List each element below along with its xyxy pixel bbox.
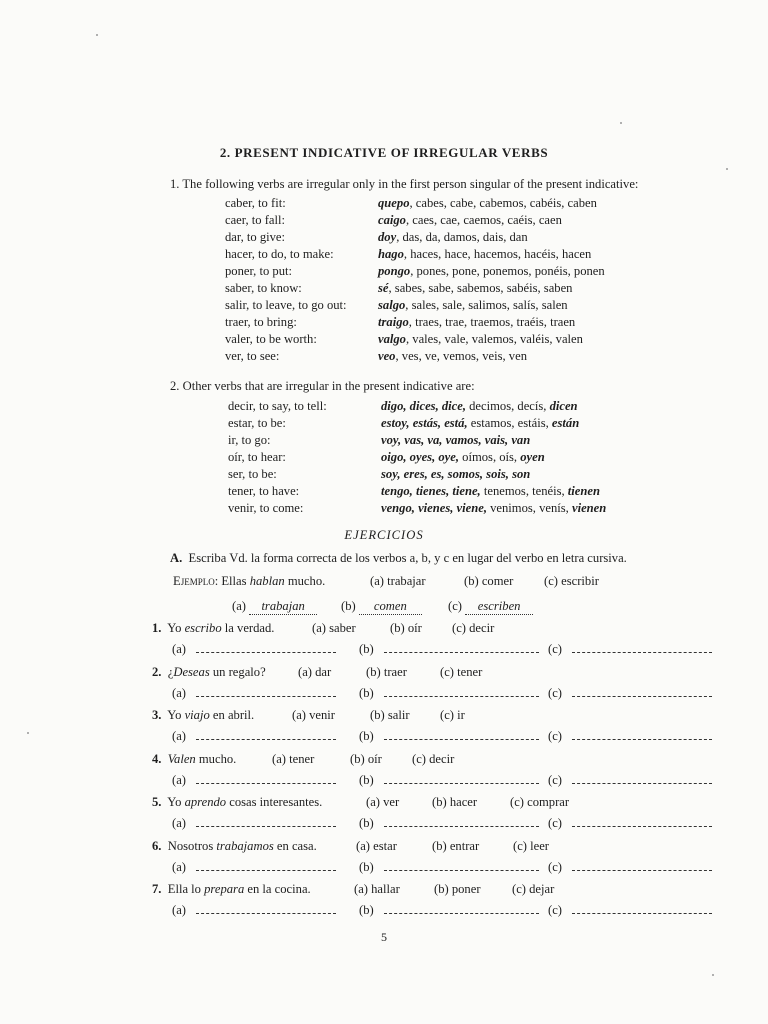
exercise-option: (a) hallar (354, 882, 400, 896)
exercise-option: (b) poner (434, 882, 481, 896)
exercise-option: (b) traer (366, 664, 407, 679)
answer-blank-a[interactable]: (a) (172, 860, 336, 875)
verb-infinitive: ir, to go: (228, 433, 271, 447)
example-answer-b: (b) comen (341, 599, 422, 615)
instruction-letter: A. (170, 551, 183, 565)
verb-infinitive: venir, to come: (228, 501, 304, 515)
answer-blank-b[interactable]: (b) (359, 816, 539, 831)
verb-infinitive: valer, to be worth: (225, 332, 317, 346)
ejercicios-heading: EJERCICIOS (344, 528, 424, 542)
answer-blank-c[interactable]: (c) (548, 903, 712, 918)
verb-infinitive: salir, to leave, to go out: (225, 298, 347, 312)
answer-blank-a[interactable]: (a) (172, 773, 336, 788)
answer-blank-c[interactable]: (c) (548, 816, 712, 831)
verb-conjugation: oigo, oyes, oye, oímos, oís, oyen (381, 450, 545, 464)
verb-conjugation: quepo, cabes, cabe, cabemos, cabéis, caben (378, 196, 597, 210)
exercise-option: (a) dar (298, 664, 332, 679)
verb-infinitive: saber, to know: (225, 281, 302, 295)
answer-blank-b[interactable]: (b) (359, 773, 539, 788)
example-option-a: (a) trabajar (370, 574, 426, 588)
exercise-option: (b) entrar (432, 838, 480, 853)
answer-blank-b[interactable]: (b) (359, 686, 539, 701)
example-option-b: (b) comer (464, 574, 514, 588)
verb-conjugation: hago, haces, hace, hacemos, hacéis, hacen (378, 247, 592, 261)
verb-conjugation: veo, ves, ve, vemos, veis, ven (378, 349, 527, 363)
answer-blank-a[interactable]: (a) (172, 903, 336, 918)
verb-infinitive: hacer, to do, to make: (225, 247, 334, 261)
answer-blank-c[interactable]: (c) (548, 729, 712, 744)
exercise-option: (c) leer (513, 838, 549, 853)
answer-blank-c[interactable]: (c) (548, 642, 712, 657)
instruction-text: Escriba Vd. la forma correcta de los verbos a, b, y c en lugar del verbo en letra cursiva. (188, 551, 627, 565)
answer-blank-c[interactable]: (c) (548, 860, 712, 875)
exercise-option: (b) salir (370, 708, 410, 722)
verb-infinitive: poner, to put: (225, 264, 293, 278)
verb-infinitive: ver, to see: (225, 349, 280, 363)
verb-conjugation: valgo, vales, vale, valemos, valéis, valen (378, 332, 583, 346)
exercise-option: (a) estar (356, 838, 397, 853)
answer-blank-b[interactable]: (b) (359, 903, 539, 918)
page-title: 2. PRESENT INDICATIVE OF IRREGULAR VERBS (219, 145, 549, 160)
exercise-item: 2. ¿Deseas un regalo? (152, 664, 266, 679)
verb-conjugation: salgo, sales, sale, salimos, salís, salen (378, 298, 568, 312)
exercise-item: 5. Yo aprendo cosas interesantes. (152, 795, 323, 809)
answer-blank-a[interactable]: (a) (172, 642, 336, 657)
verb-conjugation: tengo, tienes, tiene, tenemos, tenéis, tienen (381, 484, 600, 498)
verb-conjugation: doy, das, da, damos, dais, dan (378, 230, 528, 244)
example-label: Ejemplo: (173, 574, 219, 588)
section1-intro: 1. The following verbs are irregular only in the first person singular of the present indicative: (170, 177, 639, 191)
answer-blank-b[interactable]: (b) (359, 642, 539, 657)
exercise-option: (c) decir (452, 621, 495, 635)
answer-blank-c[interactable]: (c) (548, 773, 712, 788)
exercise-option: (a) tener (272, 751, 315, 766)
exercise-option: (a) saber (312, 621, 356, 635)
verb-infinitive: caber, to fit: (225, 196, 286, 210)
answer-blank-a[interactable]: (a) (172, 729, 336, 744)
answer-blank-a[interactable]: (a) (172, 686, 336, 701)
verb-infinitive: dar, to give: (225, 230, 285, 244)
exercise-option: (c) comprar (510, 795, 570, 809)
example-line: Ejemplo: Ellas hablan mucho. (173, 574, 326, 588)
verb-infinitive: ser, to be: (228, 467, 277, 481)
verb-infinitive: tener, to have: (228, 484, 300, 498)
verb-infinitive: decir, to say, to tell: (228, 399, 327, 413)
example-option-c: (c) escribir (544, 574, 599, 588)
exercise-option: (c) decir (412, 751, 455, 766)
example-answer-c: (c) escriben (448, 599, 533, 615)
verb-conjugation: estoy, estás, está, estamos, estáis, están (381, 416, 580, 430)
verb-conjugation: pongo, pones, pone, ponemos, ponéis, ponen (378, 264, 605, 278)
exercise-instruction (170, 551, 627, 566)
exercise-item: 4. Valen mucho. (152, 751, 237, 766)
answer-blank-a[interactable]: (a) (172, 816, 336, 831)
exercise-option: (b) oír (350, 751, 382, 766)
exercise-item: 7. Ella lo prepara en la cocina. (152, 882, 311, 896)
exercise-option: (c) dejar (512, 882, 555, 896)
exercise-option: (c) tener (440, 664, 483, 679)
exercise-item: 3. Yo viajo en abril. (152, 708, 255, 722)
verb-conjugation: caigo, caes, cae, caemos, caéis, caen (378, 213, 562, 227)
verb-infinitive: caer, to fall: (225, 213, 285, 227)
answer-blank-b[interactable]: (b) (359, 860, 539, 875)
verb-conjugation: sé, sabes, sabe, sabemos, sabéis, saben (378, 281, 573, 295)
exercise-option: (b) hacer (432, 795, 478, 809)
verb-conjugation: soy, eres, es, somos, sois, son (381, 467, 531, 481)
exercise-option: (a) venir (292, 708, 336, 722)
answer-blank-c[interactable]: (c) (548, 686, 712, 701)
exercise-item: 1. Yo escribo la verdad. (152, 621, 275, 635)
exercise-option: (c) ir (440, 708, 465, 722)
section2-intro: 2. Other verbs that are irregular in the present indicative are: (170, 379, 475, 393)
answer-blank-b[interactable]: (b) (359, 729, 539, 744)
verb-conjugation: traigo, traes, trae, traemos, traéis, traen (378, 315, 576, 329)
exercise-option: (a) ver (366, 795, 400, 809)
exercise-item: 6. Nosotros trabajamos en casa. (152, 838, 317, 853)
verb-conjugation: digo, dices, dice, decimos, decís, dicen (381, 399, 578, 413)
example-answer-a: (a) trabajan (232, 599, 317, 615)
verb-conjugation: voy, vas, va, vamos, vais, van (381, 433, 531, 447)
verb-infinitive: traer, to bring: (225, 315, 297, 329)
verb-infinitive: estar, to be: (228, 416, 286, 430)
page-number: 5 (381, 930, 387, 944)
exercise-option: (b) oír (390, 621, 422, 635)
verb-infinitive: oír, to hear: (228, 450, 286, 464)
verb-conjugation: vengo, vienes, viene, venimos, venís, vienen (381, 501, 607, 515)
